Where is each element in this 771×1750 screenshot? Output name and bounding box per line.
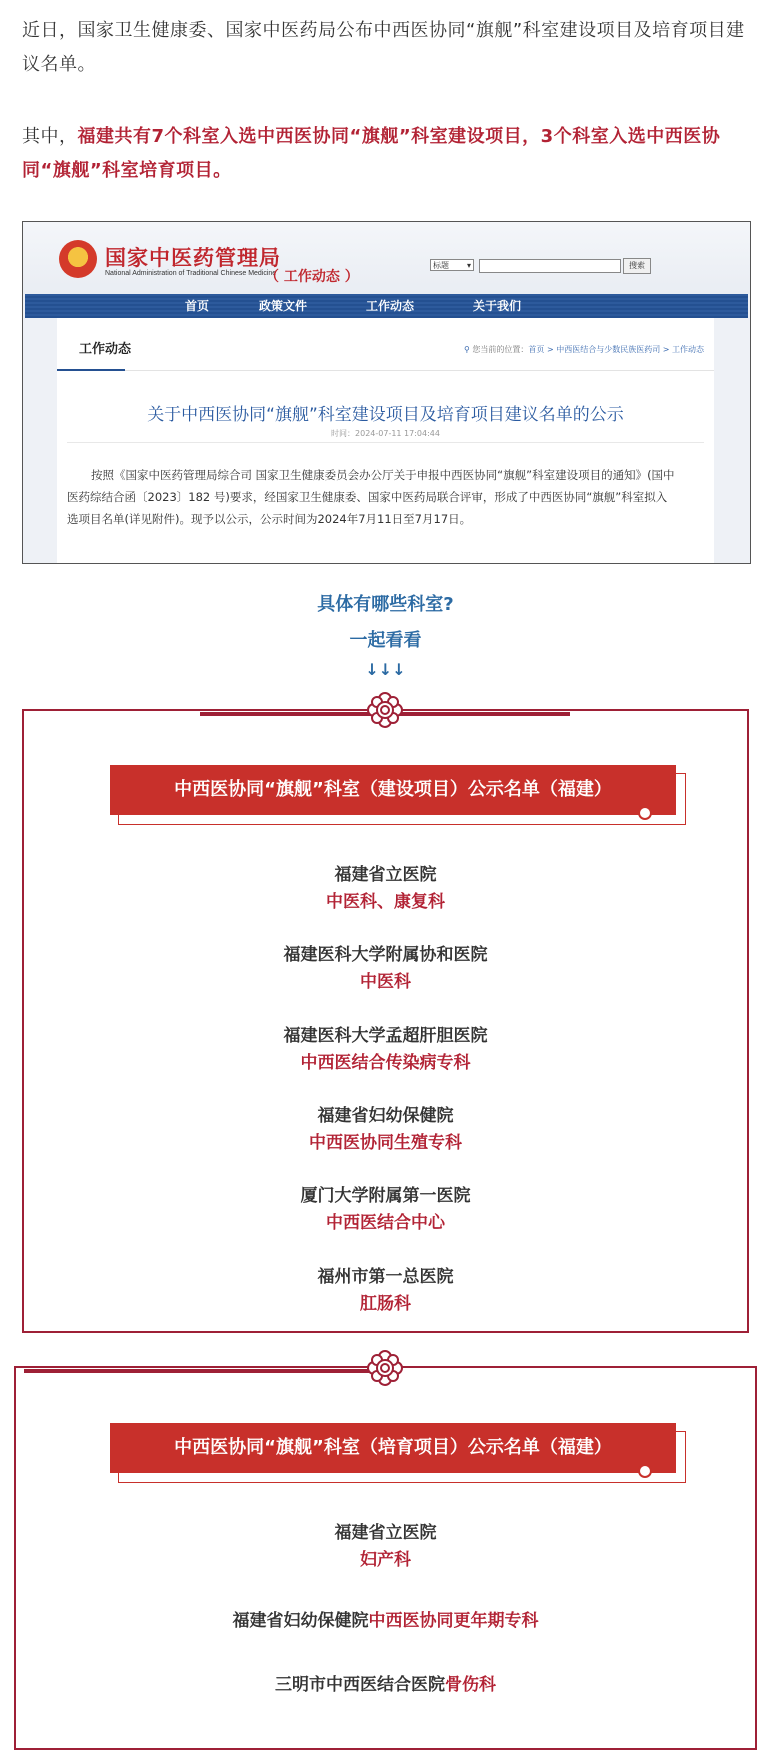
- breadcrumb-path[interactable]: 首页 > 中西医结合与少数民族医药司 > 工作动态: [528, 345, 704, 354]
- site-header: [23, 222, 750, 294]
- nav-item-about[interactable]: 关于我们: [473, 299, 522, 313]
- nav-item-home[interactable]: 首页: [185, 299, 210, 313]
- intro-paragraph-2: [22, 120, 749, 188]
- hospital-name: 厦门大学附属第一医院: [300, 1186, 471, 1206]
- search-input[interactable]: [479, 259, 621, 273]
- article-time: 时间：2024-07-11 17:04:44: [331, 429, 440, 438]
- tab-news[interactable]: 工作动态: [79, 342, 132, 357]
- department-name: 肛肠科: [360, 1294, 411, 1314]
- nav-item-policy[interactable]: 政策文件: [259, 299, 308, 313]
- department-name: 中西医结合中心: [326, 1213, 445, 1233]
- department-name: 中西医结合传染病专科: [300, 1053, 471, 1073]
- hospital-name: 福建省立医院: [334, 865, 437, 885]
- article-body: 按照《国家中医药管理局综合司 国家卫生健康委员会办公厅关于申报中西医协同“旗舰”科室建设项目的通知》(国中医药综结合函〔2023〕182 号)要求，经国家卫生健康委、国家中医药局联合评审，形成了中西医协同“旗舰”科室拟入选项目名单(详见附件)。现予以公示，公示时间为2024年7月11日至7月17日。: [67, 468, 675, 526]
- hospital-name: 福建省立医院: [334, 1523, 437, 1543]
- hospital-name: 福建省妇幼保健院: [232, 1611, 369, 1631]
- banner-dot: [638, 1464, 652, 1478]
- prompt-line-1: 具体有哪些科室?: [317, 594, 454, 615]
- article-panel: [57, 318, 714, 564]
- flower-ornament-icon: [367, 692, 403, 728]
- hospital-name: 福州市第一总医院: [317, 1267, 454, 1287]
- section-tag: （ 工作动态 ）: [265, 269, 359, 285]
- embedded-screenshot: [22, 221, 751, 564]
- department-name: 中西医协同更年期专科: [368, 1611, 539, 1631]
- site-logo-text: 国家中医药管理局: [105, 245, 281, 270]
- flower-ornament-icon: [367, 1350, 403, 1386]
- intro-paragraph-1: 近日，国家卫生健康委、国家中医药局公布中西医协同“旗舰”科室建设项目及培育项目建议名单。: [22, 20, 745, 75]
- nav-item-news[interactable]: 工作动态: [366, 299, 415, 313]
- title-divider: [67, 442, 704, 443]
- construction-banner: 中西医协同“旗舰”科室（建设项目）公示名单（福建）: [110, 765, 676, 815]
- hospital-name: 福建医科大学附属协和医院: [283, 945, 488, 965]
- hospital-name: 福建医科大学孟超肝胆医院: [283, 1026, 488, 1046]
- intro-highlight: 福建共有7个科室入选中西医协同“旗舰”科室建设项目，3个科室入选中西医协同“旗舰”科室培育项目。: [22, 126, 721, 181]
- national-emblem-icon: [59, 240, 97, 278]
- department-name: 中西医协同生殖专科: [309, 1133, 462, 1153]
- intro-prefix: 其中，: [22, 126, 78, 147]
- cultivation-banner: 中西医协同“旗舰”科室（培育项目）公示名单（福建）: [110, 1423, 676, 1473]
- tab-divider: [57, 370, 714, 371]
- banner-dot: [638, 806, 652, 820]
- list-item: [0, 1670, 771, 1695]
- list-item: [0, 1606, 771, 1631]
- search-button[interactable]: 搜索: [623, 258, 651, 274]
- hospital-name: 福建省妇幼保健院: [317, 1106, 454, 1126]
- box-top-ornament-line: [24, 1369, 374, 1373]
- breadcrumb-prefix: 您当前的位置：: [472, 345, 529, 354]
- department-name: 中医科、康复科: [326, 892, 445, 912]
- department-name: 妇产科: [360, 1550, 411, 1570]
- location-pin-icon: ⚲: [464, 345, 473, 354]
- article-title: 关于中西医协同“旗舰”科室建设项目及培育项目建议名单的公示: [147, 405, 624, 425]
- hospital-name: 三明市中西医结合医院: [275, 1675, 445, 1695]
- department-name: 骨伤科: [445, 1675, 496, 1695]
- breadcrumb: [464, 344, 704, 355]
- tab-underline: [57, 369, 125, 371]
- site-nav: [25, 294, 748, 318]
- site-logo-english: National Administration of Traditional Chinese Medicine: [105, 270, 277, 277]
- department-name: 中医科: [360, 972, 411, 992]
- prompt-line-2: 一起看看: [349, 630, 422, 651]
- down-arrows-icon: ↓↓↓: [365, 660, 406, 679]
- search-field-select[interactable]: 标题 ▾: [430, 259, 474, 271]
